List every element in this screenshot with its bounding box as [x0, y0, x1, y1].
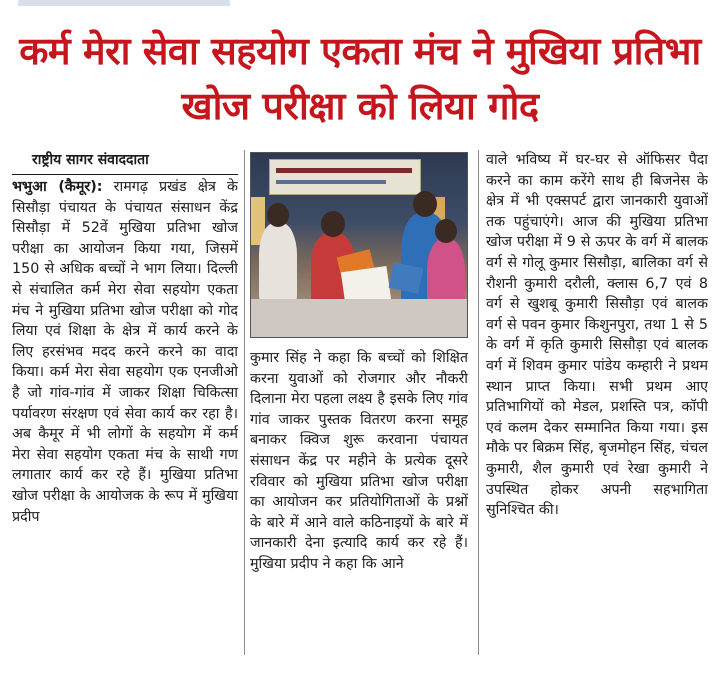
- reporter-byline: राष्ट्रीय सागर संवाददाता: [12, 150, 238, 175]
- column-divider-2: [478, 150, 479, 655]
- event-photo: [250, 152, 468, 338]
- photo-banner: [269, 159, 421, 195]
- article-column-3: [486, 150, 708, 662]
- column-1-text: [12, 177, 238, 527]
- headline: कर्म मेरा सेवा सहयोग एकता मंच ने मुखिया प्रतिभा खोज परीक्षा को लिया गोद: [19, 29, 701, 128]
- column-1-body: रामगढ़ प्रखंड क्षेत्र के सिसौड़ा पंचायत के पंचायत संसाधन केंद्र सिसौड़ा में 52वें मुखिया प्रतिभा खोज परीक्षा का आयोजन किया गया, जिसमें 150 से अधिक बच्चों ने भाग लिया। दिल्ली से संचालित कर्म मेरा सेवा सहयोग एकता मंच ने मुखिया प्रतिभा खोज परीक्षा को गोद लिया एवं शिक्षा के क्षेत्र में कार्य करने के लिए हरसंभव मदद करने करने का वादा किया। कर्म मेरा सेवा सहयोग एक एनजीओ है जो गांव-गांव में जाकर शिक्षा चिकित्सा पर्यावरण संरक्षण एवं सेवा कार्य कर रहा है। अब कैमूर में भी लोगों के सहयोग में कर्म मेरा सेवा सहयोग एकता मंच के साथी गण लगातार कार्य कर रहे हैं। मुखिया प्रतिभा खोज परीक्षा के आयोजक के रूप में मुखिया प्रदीप: [12, 179, 238, 525]
- dateline: भभुआ (कैमूर):: [12, 179, 103, 195]
- column-3-body: वाले भविष्य में घर-घर से ऑफिसर पैदा करने का काम करेंगे साथ ही बिजनेस के क्षेत्र में भी एक्सपर्ट द्वारा जानकारी युवाओं तक पहुंचाएंगे। आज की मुखिया प्रतिभा खोज परीक्षा में 9 से ऊपर के वर्ग में बालक वर्ग से गोलू कुमार सिसौड़ा, बालिका वर्ग से रौशनी कुमारी दरौली, क्लास 6,7 एवं 8 वर्ग से खुशबू कुमारी सिसौड़ा एवं बालक वर्ग से पवन कुमार किशुनपुरा, तथा 1 से 5 के वर्ग में कृति कुमारी सिसौड़ा एवं बालक वर्ग में शिवम कुमार पांडेय कम्हारी ने प्रथम स्थान प्राप्त किया। सभी प्रथम आए प्रतिभागियों को मेडल, प्रशस्ति पत्र, कॉपी एवं कलम देकर सम्मानित किया गया। इस मौके पर बिक्रम सिंह, बृजमोहन सिंह, चंचल कुमारी, शैल कुमारी एवं रेखा कुमारी ने उपस्थित होकर अपनी सहभागिता सुनिश्चित की।: [486, 152, 708, 519]
- article-column-1: [12, 150, 238, 662]
- article-column-2: [250, 152, 468, 664]
- column-2-body: कुमार सिंह ने कहा कि बच्चों को शिक्षित करना युवाओं को रोजगार और नौकरी दिलाना मेरा पहला लक्ष्य है इसके लिए गांव गांव जाकर पुस्तक वितरण करना समूह बनाकर क्विज शुरू करवाना पंचायत संसाधन केंद्र पर महीने के प्रत्येक दूसरे रविवार को मुखिया प्रतिभा खोज परीक्षा का आयोजन कर प्रतियोगिताओं के प्रश्नों के बारे में आने वाले कठिनाइयों के बारे में जानकारी देना इत्यादि कार्य कर रहे हैं। मुखिया प्रदीप ने कहा कि आने: [250, 350, 468, 572]
- top-color-bar: [18, 0, 230, 6]
- column-divider-1: [244, 150, 245, 655]
